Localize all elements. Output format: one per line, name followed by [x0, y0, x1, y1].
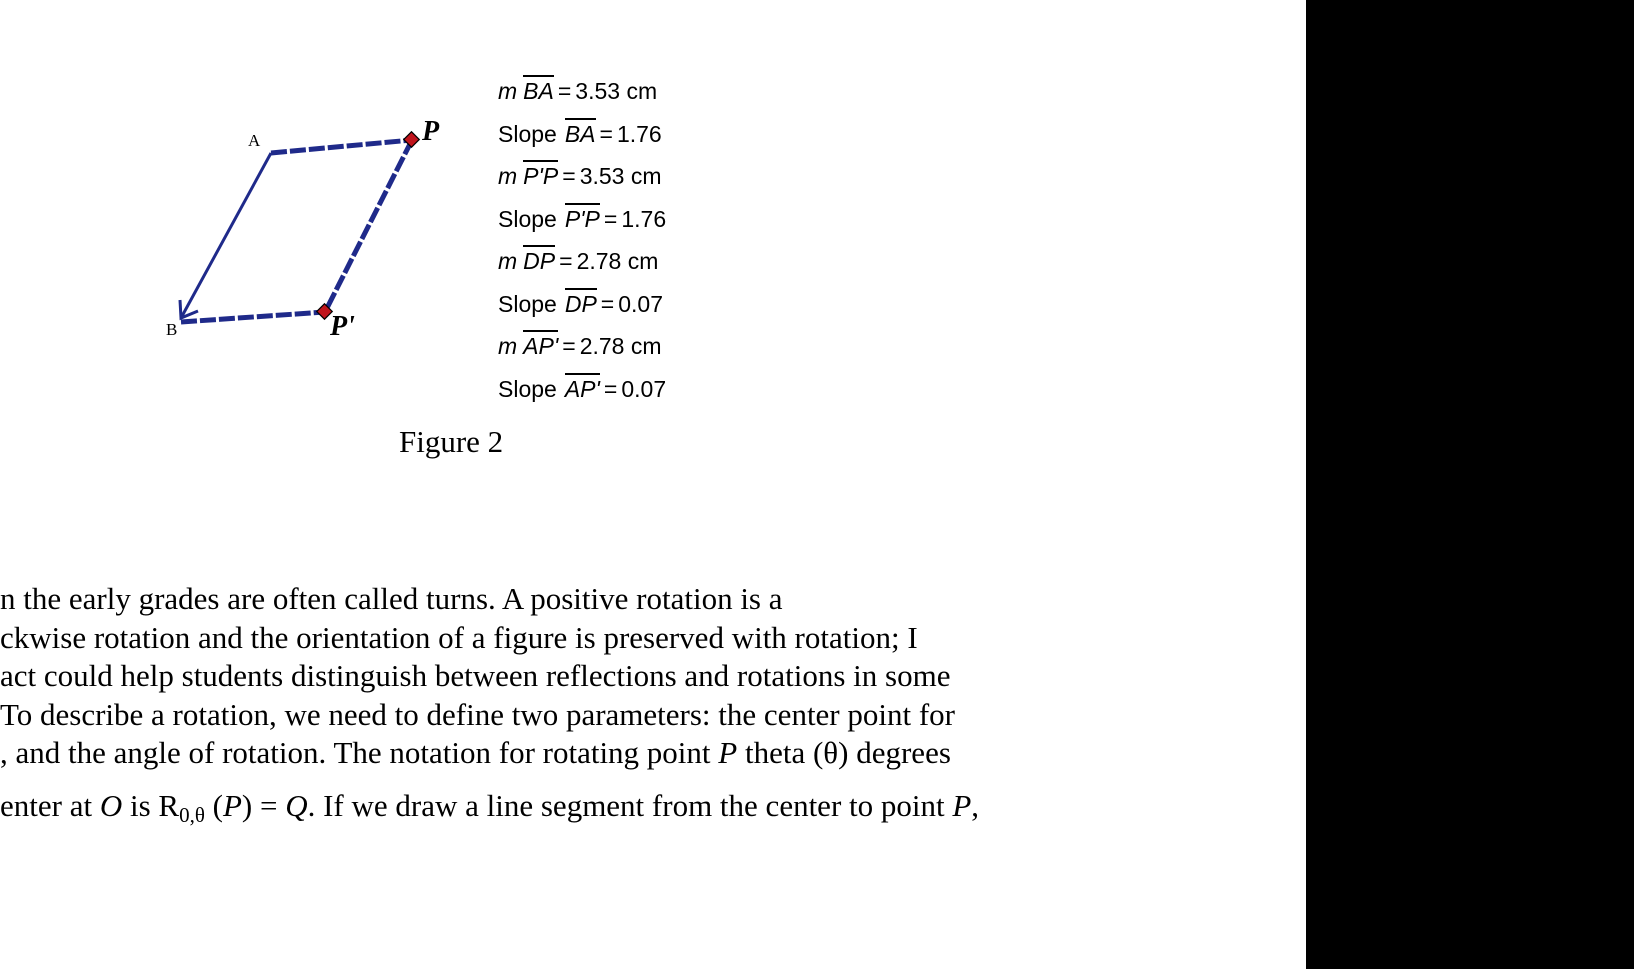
measurement-prefix: m	[498, 78, 518, 104]
equals-sign: =	[603, 205, 618, 232]
equals-sign: =	[603, 375, 618, 402]
paragraph-line: act could help students distinguish between reflections and rotations in some	[0, 658, 951, 693]
measurement-list	[498, 70, 666, 410]
text-run: (	[204, 787, 223, 823]
measurement-row	[498, 325, 666, 368]
equals-sign: =	[559, 248, 573, 274]
text-run: ,	[971, 787, 980, 823]
text-run: , and the angle of rotation. The notation for rotating point	[0, 735, 719, 770]
text-run: . If we draw a line segment from the center to point	[307, 787, 953, 823]
variable-P: P	[952, 787, 972, 823]
measurement-row	[498, 70, 666, 113]
measurement-value: 0.07	[621, 375, 667, 402]
label-point-P: P	[422, 116, 440, 147]
point-P-marker	[404, 132, 420, 148]
segment-name: BA	[565, 118, 596, 145]
segment-name: AP'	[565, 373, 600, 400]
segment-name: DP	[565, 288, 597, 315]
measurement-value: 1.76	[621, 205, 667, 232]
paragraph-line	[0, 734, 1100, 773]
label-point-Pprime: P'	[330, 311, 355, 342]
measurement-value: 0.07	[618, 290, 663, 317]
measurement-prefix: m	[498, 163, 518, 189]
text-run: is R	[122, 787, 180, 823]
segment-name: BA	[523, 75, 554, 102]
rotation-subscript: 0,θ	[179, 802, 205, 827]
text-run: ) =	[241, 787, 286, 823]
body-paragraph	[0, 580, 1100, 825]
paragraph-line	[0, 773, 1100, 825]
measurement-row	[498, 113, 666, 156]
segment-BPprime	[181, 312, 325, 322]
measurement-prefix: Slope	[498, 120, 557, 147]
measurement-value: 2.78 cm	[579, 333, 662, 359]
segment-name: P'P	[565, 203, 600, 230]
paragraph-line: ckwise rotation and the orientation of a figure is preserved with rotation; I	[0, 619, 918, 655]
variable-Q: Q	[285, 787, 308, 823]
equals-sign: =	[599, 120, 613, 147]
text-run: theta (θ) degrees	[737, 735, 951, 770]
segment-PPprime	[325, 140, 412, 312]
equals-sign: =	[557, 78, 572, 104]
text-run: enter at	[0, 787, 100, 823]
measurement-value: 2.78 cm	[576, 248, 659, 274]
measurement-value: 1.76	[616, 120, 662, 147]
segment-name: P'P	[523, 160, 558, 187]
label-point-B: B	[166, 320, 178, 339]
measurement-value: 3.53 cm	[579, 163, 662, 189]
equals-sign: =	[562, 163, 576, 189]
label-point-A: A	[248, 131, 261, 150]
segment-name: DP	[523, 245, 555, 272]
equals-sign: =	[600, 290, 615, 317]
measurement-row	[498, 368, 666, 411]
figure-caption: Figure 2	[399, 424, 504, 459]
measurement-prefix: Slope	[498, 205, 557, 232]
variable-P: P	[222, 787, 242, 823]
measurement-prefix: m	[498, 248, 518, 274]
measurement-row	[498, 283, 666, 326]
measurement-row	[498, 198, 666, 241]
measurement-prefix: m	[498, 333, 518, 359]
measurement-prefix: Slope	[498, 290, 557, 317]
variable-O: O	[99, 787, 123, 823]
paragraph-line: To describe a rotation, we need to define two parameters: the center point for	[0, 696, 956, 732]
measurement-row	[498, 240, 666, 283]
measurement-value: 3.53 cm	[575, 78, 658, 104]
segment-name: AP'	[523, 330, 558, 357]
variable-P: P	[718, 735, 738, 770]
measurement-prefix: Slope	[498, 375, 557, 402]
measurement-row	[498, 155, 666, 198]
segment-AP	[271, 140, 412, 153]
paragraph-line: n the early grades are often called turns. A positive rotation is a	[0, 581, 783, 616]
equals-sign: =	[562, 333, 576, 359]
segment-AB	[181, 153, 271, 318]
